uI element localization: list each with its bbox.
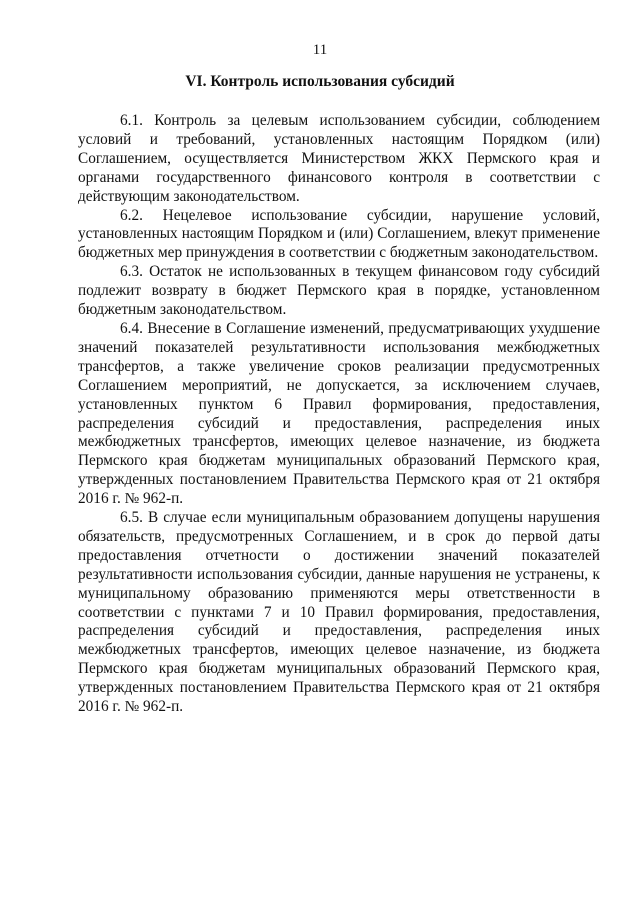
paragraph-6-2: 6.2. Нецелевое использование субсидии, нарушение условий, установленных настоящим Порядком и (или) Соглашением, влекут применение бюджетных мер принуждения в соответствии с бюджетным законодательством. xyxy=(78,206,600,262)
paragraph-6-5: 6.5. В случае если муниципальным образованием допущены нарушения обязательств, предусмотренных Соглашением, и в срок до первой даты предоставления отчетности о достижении значений показателей результативности использования субсидии, данные нарушения не устранены, к муниципальному образованию применяются меры ответственности в соответствии с пунктами 7 и 10 Правил формирования, предоставления, распределения субсидий и предоставления, распределения иных межбюджетных трансфертов, имеющих целевое назначение, из бюджета Пермского края бюджетам муниципальных образований Пермского края, утвержденных постановлением Правительства Пермского края от 21 октября 2016 г. № 962-п. xyxy=(78,509,600,716)
page-number: 11 xyxy=(312,42,328,58)
paragraph-6-4: 6.4. Внесение в Соглашение изменений, предусматривающих ухудшение значений показателей результативности использования межбюджетных трансфертов, а также увеличение сроков реализации предусмотренных Соглашением мероприятий, не допускается, за исключением случаев, установленных пунктом 6 Правил формирования, предоставления, распределения субсидий и предоставления, распределения иных межбюджетных трансфертов, имеющих целевое назначение, из бюджета Пермского края бюджетам муниципальных образований Пермского края, утвержденных постановлением Правительства Пермского края от 21 октября 2016 г. № 962-п. xyxy=(78,319,600,508)
paragraph-6-1: 6.1. Контроль за целевым использованием субсидии, соблюдением условий и требований, установленных настоящим Порядком (или) Соглашением, осуществляется Министерством ЖКХ Пермского края и органами государственного финансового контроля в соответствии с действующим законодательством. xyxy=(78,112,600,205)
document-body xyxy=(78,112,600,717)
paragraph-6-3: 6.3. Остаток не использованных в текущем финансовом году субсидий подлежит возврату в бюджет Пермского края в порядке, установленном бюджетным законодательством. xyxy=(78,263,600,319)
section-title: VI. Контроль использования субсидий xyxy=(185,73,455,90)
